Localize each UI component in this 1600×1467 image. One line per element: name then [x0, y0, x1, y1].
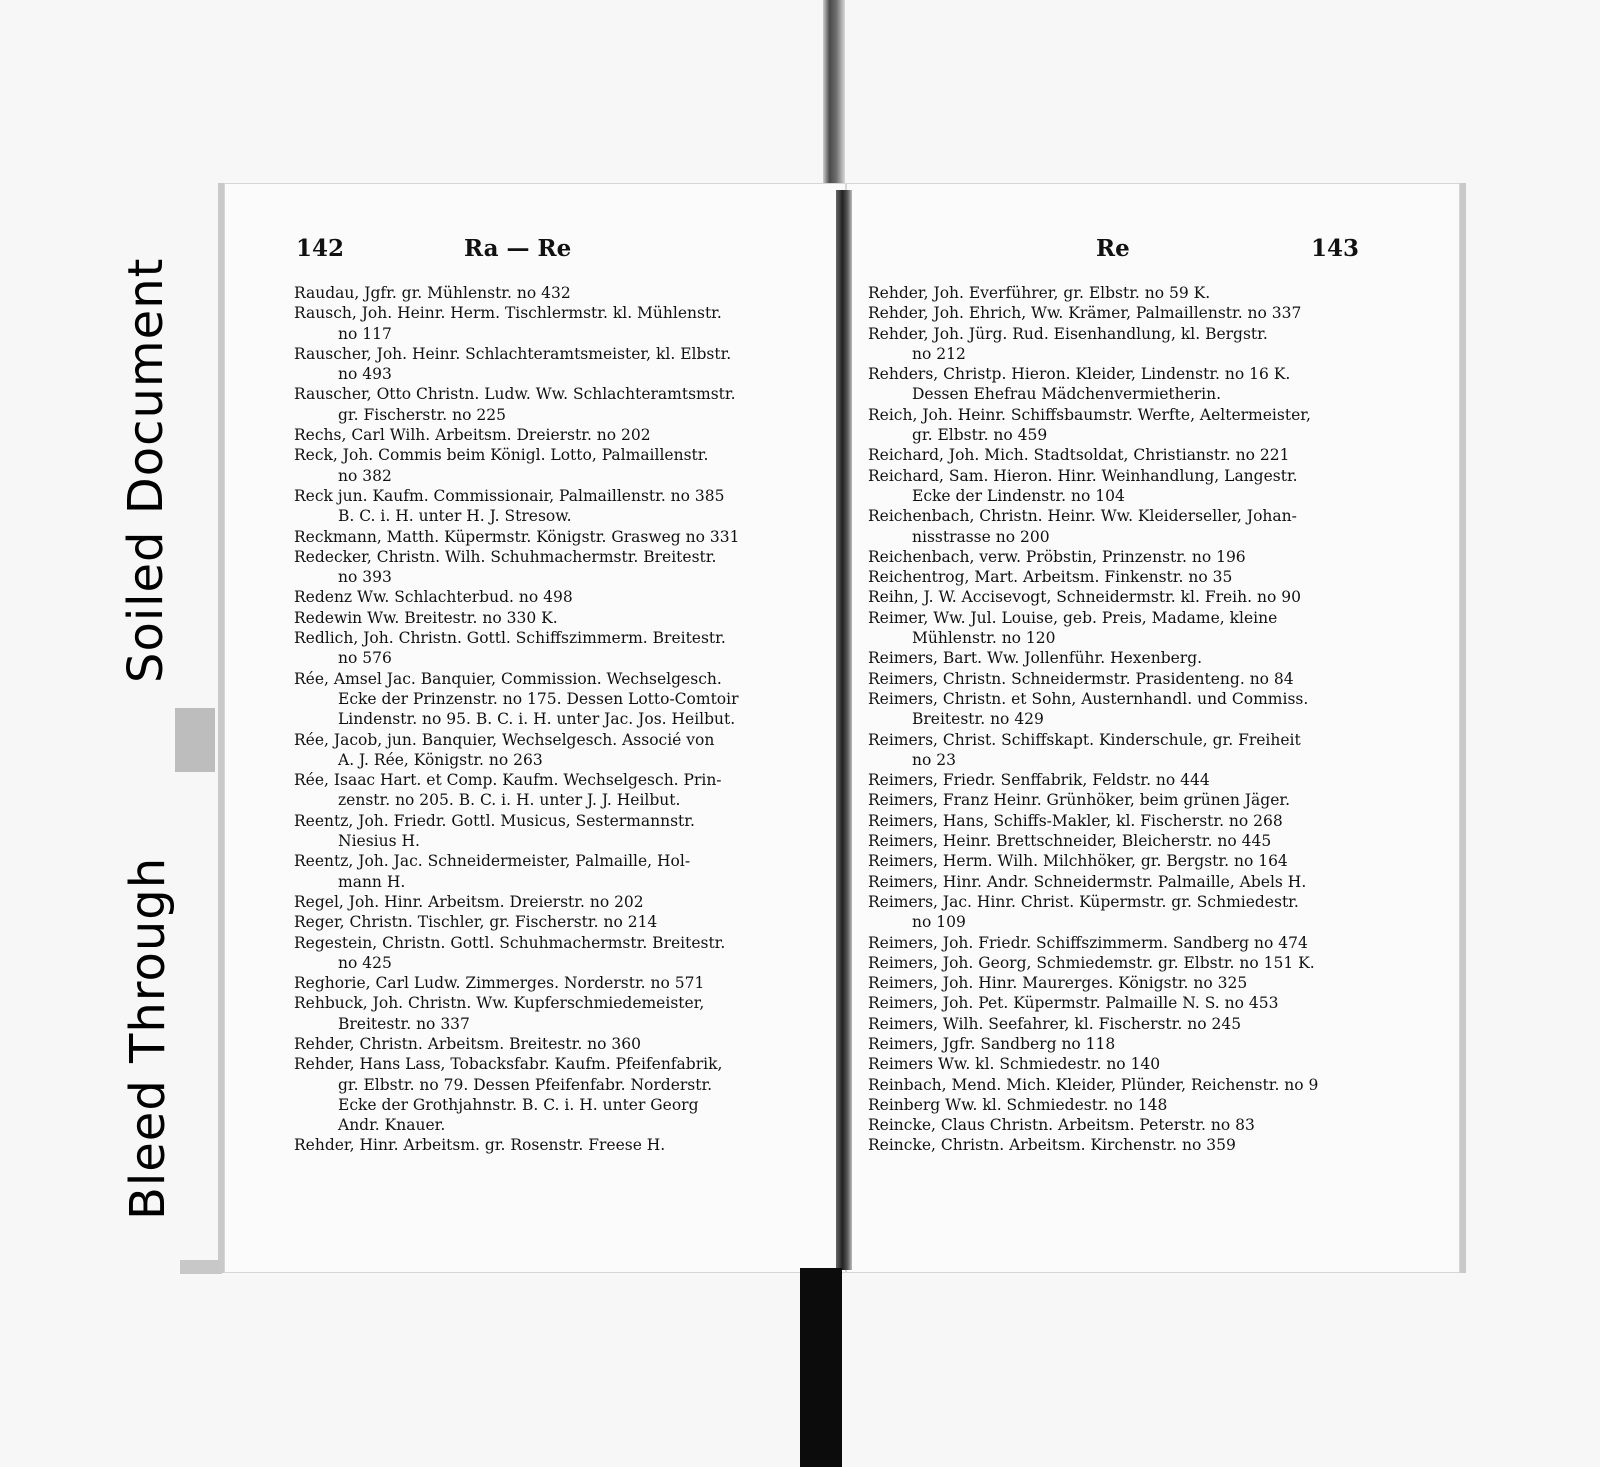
entry-continuation-line: no 109: [912, 913, 966, 932]
entry-line: Reimers, Joh. Friedr. Schiffszimmerm. Sandberg no 474: [868, 933, 1308, 952]
directory-entry: [294, 730, 794, 771]
directory-entry: [294, 1135, 794, 1155]
entry-continuation-line: Niesius H.: [338, 832, 420, 851]
entry-line: Reghorie, Carl Ludw. Zimmerges. Norderstr. no 571: [294, 974, 705, 993]
entry-line: Reimer, Ww. Jul. Louise, geb. Preis, Madame, kleine: [868, 608, 1278, 627]
entry-continuation-line: Dessen Ehefrau Mädchenvermietherin.: [912, 385, 1222, 404]
entry-continuation-line: no 393: [338, 568, 392, 587]
entry-line: Rée, Jacob, jun. Banquier, Wechselgesch. Associé von: [294, 730, 715, 749]
directory-entry: [868, 770, 1368, 790]
entry-line: Reckmann, Matth. Küpermstr. Königstr. Grasweg no 331: [294, 527, 740, 546]
directory-entry: [294, 973, 794, 993]
directory-entry: [294, 669, 794, 730]
entry-line: Rausch, Joh. Heinr. Herm. Tischlermstr. kl. Mühlenstr.: [294, 304, 722, 323]
entry-line: Redlich, Joh. Christn. Gottl. Schiffszimmerm. Breitestr.: [294, 629, 726, 648]
entry-line: Reincke, Christn. Arbeitsm. Kirchenstr. no 359: [868, 1136, 1236, 1155]
directory-entry: [868, 1014, 1368, 1034]
entry-line: Redecker, Christn. Wilh. Schuhmachermstr. Breitestr.: [294, 547, 717, 566]
entry-continuation-line: no 382: [338, 466, 392, 485]
entry-line: Reimers, Heinr. Brettschneider, Bleicherstr. no 445: [868, 832, 1272, 851]
entry-line: Reich, Joh. Heinr. Schiffsbaumstr. Werfte, Aeltermeister,: [868, 405, 1311, 424]
entry-continuation-line: gr. Elbstr. no 459: [912, 426, 1048, 445]
entry-continuation-line: Andr. Knauer.: [338, 1116, 446, 1135]
directory-entry: [294, 384, 794, 425]
entry-continuation-line: nisstrasse no 200: [912, 527, 1050, 546]
entry-line: Rauscher, Joh. Heinr. Schlachteramtsmeister, kl. Elbstr.: [294, 344, 732, 363]
directory-entry: [868, 547, 1368, 567]
entry-line: Reichard, Joh. Mich. Stadtsoldat, Christianstr. no 221: [868, 446, 1290, 465]
entry-line: Reichenbach, verw. Pröbstin, Prinzenstr. no 196: [868, 547, 1246, 566]
directory-entry: [868, 973, 1368, 993]
entry-continuation-line: mann H.: [338, 872, 406, 891]
directory-entry: [868, 811, 1368, 831]
entry-continuation-line: no 212: [912, 344, 966, 363]
entry-line: Reck jun. Kaufm. Commissionair, Palmaillenstr. no 385: [294, 486, 725, 505]
entry-line: Rehder, Hans Lass, Tobacksfabr. Kaufm. Pfeifenfabrik,: [294, 1055, 723, 1074]
directory-entry: [868, 993, 1368, 1013]
entry-line: Reimers, Joh. Pet. Küpermstr. Palmaille N. S. no 453: [868, 994, 1279, 1013]
directory-entry: [868, 1115, 1368, 1135]
directory-entry: [868, 567, 1368, 587]
directory-entry: [868, 933, 1368, 953]
directory-entry: [868, 608, 1368, 649]
entry-line: Reimers, Franz Heinr. Grünhöker, beim grünen Jäger.: [868, 791, 1290, 810]
stamp-soiled-document: Soiled Document: [118, 257, 174, 683]
directory-entry: [868, 405, 1368, 446]
directory-entry: [868, 364, 1368, 405]
directory-entry: [868, 1095, 1368, 1115]
directory-entry: [294, 486, 794, 527]
entry-line: Reck, Joh. Commis beim Königl. Lotto, Palmaillenstr.: [294, 446, 709, 465]
entry-continuation-line: B. C. i. H. unter H. J. Stresow.: [338, 507, 572, 526]
directory-entry: [294, 933, 794, 974]
entry-line: Redenz Ww. Schlachterbud. no 498: [294, 588, 573, 607]
entry-line: Redewin Ww. Breitestr. no 330 K.: [294, 608, 558, 627]
directory-entry: [294, 811, 794, 852]
entry-line: Reimers, Jac. Hinr. Christ. Küpermstr. gr. Schmiedestr.: [868, 892, 1299, 911]
entry-line: Reincke, Claus Christn. Arbeitsm. Peterstr. no 83: [868, 1116, 1255, 1135]
entry-line: Reimers, Bart. Ww. Jollenführ. Hexenberg.: [868, 649, 1203, 668]
directory-entries-left: [294, 283, 794, 1156]
directory-entry: [294, 608, 794, 628]
directory-entry: [868, 851, 1368, 871]
right-page: [846, 183, 1466, 1273]
directory-entry: [294, 993, 794, 1034]
entry-line: Reentz, Joh. Friedr. Gottl. Musicus, Sestermannstr.: [294, 811, 695, 830]
entry-line: Reimers, Hinr. Andr. Schneidermstr. Palmaille, Abels H.: [868, 872, 1307, 891]
directory-entry: [868, 1034, 1368, 1054]
directory-entry: [868, 648, 1368, 668]
entry-line: Rehder, Joh. Ehrich, Ww. Krämer, Palmaillenstr. no 337: [868, 304, 1302, 323]
entry-line: Reimers, Herm. Wilh. Milchhöker, gr. Bergstr. no 164: [868, 852, 1288, 871]
entry-line: Reihn, J. W. Accisevogt, Schneidermstr. kl. Freih. no 90: [868, 588, 1301, 607]
directory-entry: [294, 425, 794, 445]
directory-entry: [294, 1034, 794, 1054]
page-number-right: 143: [1311, 235, 1360, 262]
directory-entry: [868, 892, 1368, 933]
entry-continuation-line: no 493: [338, 365, 392, 384]
entry-continuation-line: Ecke der Prinzenstr. no 175. Dessen Lotto-Comtoir: [338, 689, 739, 708]
entry-line: Rehder, Christn. Arbeitsm. Breitestr. no 360: [294, 1034, 642, 1053]
entry-continuation-line: no 576: [338, 649, 392, 668]
entry-continuation-line: Breitestr. no 429: [912, 710, 1044, 729]
directory-entry: [868, 689, 1368, 730]
entry-line: Reimers, Christn. Schneidermstr. Prasidenteng. no 84: [868, 669, 1294, 688]
entry-line: Reimers, Wilh. Seefahrer, kl. Fischerstr. no 245: [868, 1014, 1242, 1033]
entry-line: Rehder, Joh. Everführer, gr. Elbstr. no 59 K.: [868, 284, 1211, 302]
entry-line: Rauscher, Otto Christn. Ludw. Ww. Schlachteramtsmstr.: [294, 385, 736, 404]
directory-entry: [868, 831, 1368, 851]
entry-line: Rehder, Joh. Jürg. Rud. Eisenhandlung, kl. Bergstr.: [868, 324, 1268, 343]
directory-entry: [294, 445, 794, 486]
entry-continuation-line: gr. Elbstr. no 79. Dessen Pfeifenfabr. Norderstr.: [338, 1075, 713, 1094]
page-edge-tab: [175, 708, 215, 772]
directory-entry: [294, 527, 794, 547]
directory-entry: [294, 628, 794, 669]
binding-strip-bottom: [800, 1268, 842, 1467]
directory-entry: [868, 953, 1368, 973]
page-edge-tab-lower: [180, 1260, 222, 1274]
stamp-bleed-through: Bleed Through: [120, 856, 176, 1220]
entry-continuation-line: A. J. Rée, Königstr. no 263: [338, 750, 543, 769]
entry-line: Reinbach, Mend. Mich. Kleider, Plünder, Reichenstr. no 9: [868, 1075, 1319, 1094]
entry-line: Rée, Amsel Jac. Banquier, Commission. Wechselgesch.: [294, 669, 722, 688]
directory-entry: [294, 344, 794, 385]
directory-entry: [868, 587, 1368, 607]
entry-line: Reentz, Joh. Jac. Schneidermeister, Palmaille, Hol-: [294, 852, 691, 871]
directory-entry: [294, 770, 794, 811]
directory-entries-right: [868, 283, 1368, 1156]
directory-entry: [294, 303, 794, 344]
entry-continuation-line: Lindenstr. no 95. B. C. i. H. unter Jac. Jos. Heilbut.: [338, 710, 736, 729]
directory-entry: [868, 1075, 1368, 1095]
directory-entry: [294, 1054, 794, 1135]
running-head-left: Ra — Re: [464, 235, 572, 262]
directory-entry: [868, 445, 1368, 465]
directory-entry: [868, 303, 1368, 323]
book-gutter: [836, 190, 852, 1270]
entry-continuation-line: no 425: [338, 953, 392, 972]
entry-line: Rechs, Carl Wilh. Arbeitsm. Dreierstr. no 202: [294, 426, 651, 445]
directory-entry: [868, 1135, 1368, 1155]
directory-entry: [868, 324, 1368, 365]
entry-line: Reimers, Christ. Schiffskapt. Kinderschule, gr. Freiheit: [868, 730, 1301, 749]
page-number-left: 142: [296, 235, 345, 262]
directory-entry: [294, 912, 794, 932]
directory-entry: [294, 547, 794, 588]
directory-entry: [294, 587, 794, 607]
entry-continuation-line: zenstr. no 205. B. C. i. H. unter J. J. Heilbut.: [338, 791, 681, 810]
entry-line: Rehbuck, Joh. Christn. Ww. Kupferschmiedemeister,: [294, 994, 705, 1013]
directory-entry: [868, 872, 1368, 892]
entry-line: Reichentrog, Mart. Arbeitsm. Finkenstr. no 35: [868, 568, 1233, 587]
directory-entry: [868, 506, 1368, 547]
entry-line: Reimers, Christn. et Sohn, Austernhandl. und Commiss.: [868, 689, 1309, 708]
directory-entry: [868, 1054, 1368, 1074]
entry-line: Reimers, Joh. Georg, Schmiedemstr. gr. Elbstr. no 151 K.: [868, 953, 1315, 972]
entry-line: Reimers, Joh. Hinr. Maurerges. Königstr. no 325: [868, 974, 1248, 993]
directory-entry: [294, 851, 794, 892]
entry-line: Regestein, Christn. Gottl. Schuhmachermstr. Breitestr.: [294, 933, 726, 952]
entry-line: Raudau, Jgfr. gr. Mühlenstr. no 432: [294, 284, 571, 302]
entry-line: Rehder, Hinr. Arbeitsm. gr. Rosenstr. Freese H.: [294, 1136, 666, 1155]
entry-line: Reinberg Ww. kl. Schmiedestr. no 148: [868, 1095, 1168, 1114]
directory-entry: [868, 283, 1368, 303]
entry-line: Reimers, Jgfr. Sandberg no 118: [868, 1034, 1116, 1053]
directory-entry: [294, 892, 794, 912]
directory-entry: [868, 790, 1368, 810]
entry-continuation-line: no 117: [338, 324, 392, 343]
entry-line: Reimers, Hans, Schiffs-Makler, kl. Fischerstr. no 268: [868, 811, 1283, 830]
entry-continuation-line: no 23: [912, 750, 956, 769]
entry-line: Reichenbach, Christn. Heinr. Ww. Kleiderseller, Johan-: [868, 507, 1297, 526]
entry-line: Reimers Ww. kl. Schmiedestr. no 140: [868, 1055, 1161, 1074]
entry-continuation-line: Mühlenstr. no 120: [912, 629, 1056, 648]
entry-line: Rehders, Christp. Hieron. Kleider, Lindenstr. no 16 K.: [868, 365, 1291, 384]
binding-strip-top: [823, 0, 845, 190]
entry-line: Rée, Isaac Hart. et Comp. Kaufm. Wechselgesch. Prin-: [294, 771, 722, 790]
directory-entry: [868, 730, 1368, 771]
entry-line: Reger, Christn. Tischler, gr. Fischerstr. no 214: [294, 913, 658, 932]
entry-continuation-line: Ecke der Lindenstr. no 104: [912, 486, 1125, 505]
entry-continuation-line: gr. Fischerstr. no 225: [338, 405, 506, 424]
entry-line: Regel, Joh. Hinr. Arbeitsm. Dreierstr. no 202: [294, 892, 644, 911]
entry-line: Reimers, Friedr. Senffabrik, Feldstr. no 444: [868, 771, 1210, 790]
directory-entry: [294, 283, 794, 303]
running-head-right: Re: [1096, 235, 1130, 262]
left-page: [218, 183, 846, 1273]
entry-continuation-line: Breitestr. no 337: [338, 1014, 470, 1033]
entry-continuation-line: Ecke der Grothjahnstr. B. C. i. H. unter Georg: [338, 1095, 699, 1114]
directory-entry: [868, 669, 1368, 689]
entry-line: Reichard, Sam. Hieron. Hinr. Weinhandlung, Langestr.: [868, 466, 1298, 485]
directory-entry: [868, 466, 1368, 507]
